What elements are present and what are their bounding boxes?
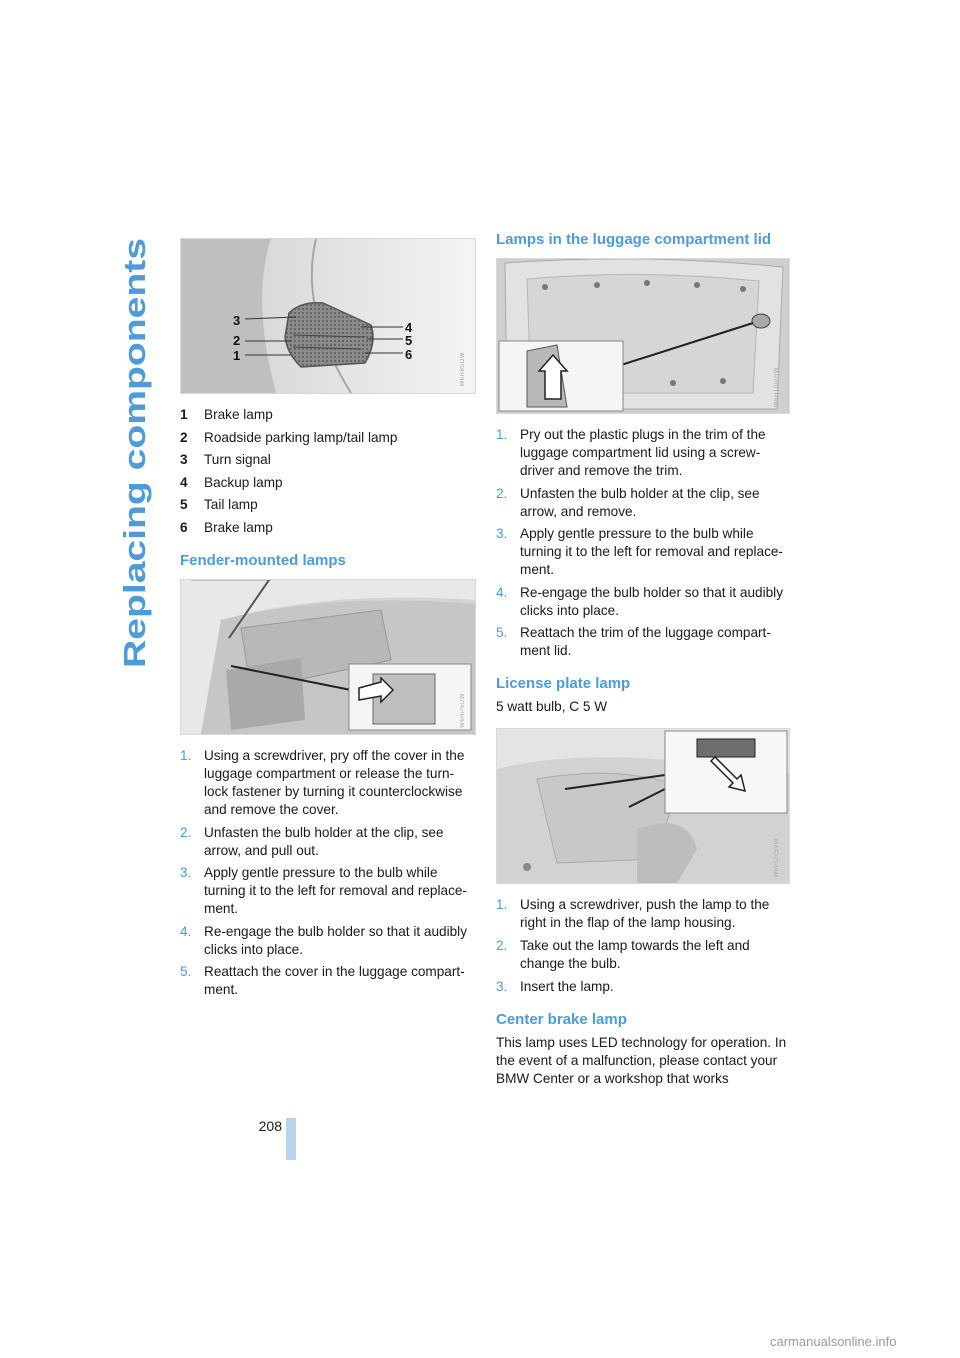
step-item: 1. Pry out the plastic plugs in the trim of the luggage compartment lid using a screw-driver and remove the trim. (496, 427, 766, 478)
step-item: 3. Insert the lamp. (496, 978, 614, 994)
center-brake-heading: Center brake lamp (496, 1010, 627, 1028)
step-item: 1. Using a screwdriver, pry off the cover in the luggage compartment or release the turn-lock fastener by turning it counterclockwise and remove the cover. (180, 747, 465, 817)
callout-5: 5 (405, 333, 413, 348)
callout-4: 4 (405, 320, 413, 335)
step-item: 2. Unfasten the bulb holder at the clip, see arrow, and pull out. (180, 824, 444, 858)
section-title (112, 228, 152, 668)
step-item: 5. Reattach the cover in the luggage compart-ment. (180, 964, 465, 998)
legend-item: 6 Brake lamp (180, 519, 273, 535)
step-item: 1. Using a screwdriver, push the lamp to the right in the flap of the lamp housing. (496, 897, 770, 931)
step-item: 3. Apply gentle pressure to the bulb while turning it to the left for removal and replace-ment. (496, 526, 783, 578)
figure-code: W6PCRSVW (774, 838, 780, 878)
legend-item: 5 Tail lamp (180, 497, 258, 513)
legend-item: 3 Turn signal (180, 452, 271, 468)
fender-steps (180, 747, 476, 999)
callout-2: 2 (233, 333, 241, 348)
legend-list (180, 406, 476, 537)
step-item: 3. Apply gentle pressure to the bulb while turning it to the left for removal and replace-ment. (180, 865, 467, 917)
figure-code: W6R8SOW (460, 352, 466, 387)
step-item: 4. Re-engage the bulb holder so that it audibly clicks into place. (496, 584, 783, 618)
bulb-spec: 5 watt bulb, C 5 W (496, 699, 608, 715)
step-item: 5. Reattach the trim of the luggage compart-ment lid. (496, 625, 771, 659)
section-title-text: Replacing components (117, 326, 152, 668)
left-column (180, 238, 476, 1004)
callout-3: 3 (233, 313, 241, 328)
step-item: 4. Re-engage the bulb holder so that it audibly clicks into place. (180, 923, 467, 957)
callout-1: 1 (233, 348, 241, 363)
legend-item: 4 Backup lamp (180, 474, 283, 490)
figure-code: W6H10IPRW (774, 366, 780, 407)
step-item: 2. Unfasten the bulb holder at the clip, see arrow, and remove. (496, 485, 760, 519)
callout-6: 6 (405, 347, 413, 362)
figure-code: W6HPSDW (460, 693, 466, 728)
step-item: 2. Take out the lamp towards the left and change the bulb. (496, 937, 750, 971)
watermark: carmanualsonline.info (770, 1334, 897, 1349)
center-brake-text: This lamp uses LED technology for operation. In the event of a malfunction, please contact your BMW Center or a workshop that works (496, 1034, 787, 1086)
luggage-heading: Lamps in the luggage compartment lid (496, 231, 772, 248)
legend-item: 1 Brake lamp (180, 407, 273, 422)
legend-item: 2 Roadside parking lamp/tail lamp (180, 429, 398, 445)
taillight-figure (180, 238, 476, 394)
fender-figure (180, 579, 476, 735)
right-column (496, 230, 792, 1088)
license-steps (496, 896, 792, 995)
page-number: 208 (258, 1118, 282, 1134)
luggage-steps (496, 426, 792, 660)
page-bar (286, 1118, 296, 1160)
trunk-lid-figure (496, 258, 790, 414)
license-heading: License plate lamp (496, 675, 631, 693)
fender-heading: Fender-mounted lamps (180, 551, 346, 569)
license-figure (496, 728, 790, 884)
